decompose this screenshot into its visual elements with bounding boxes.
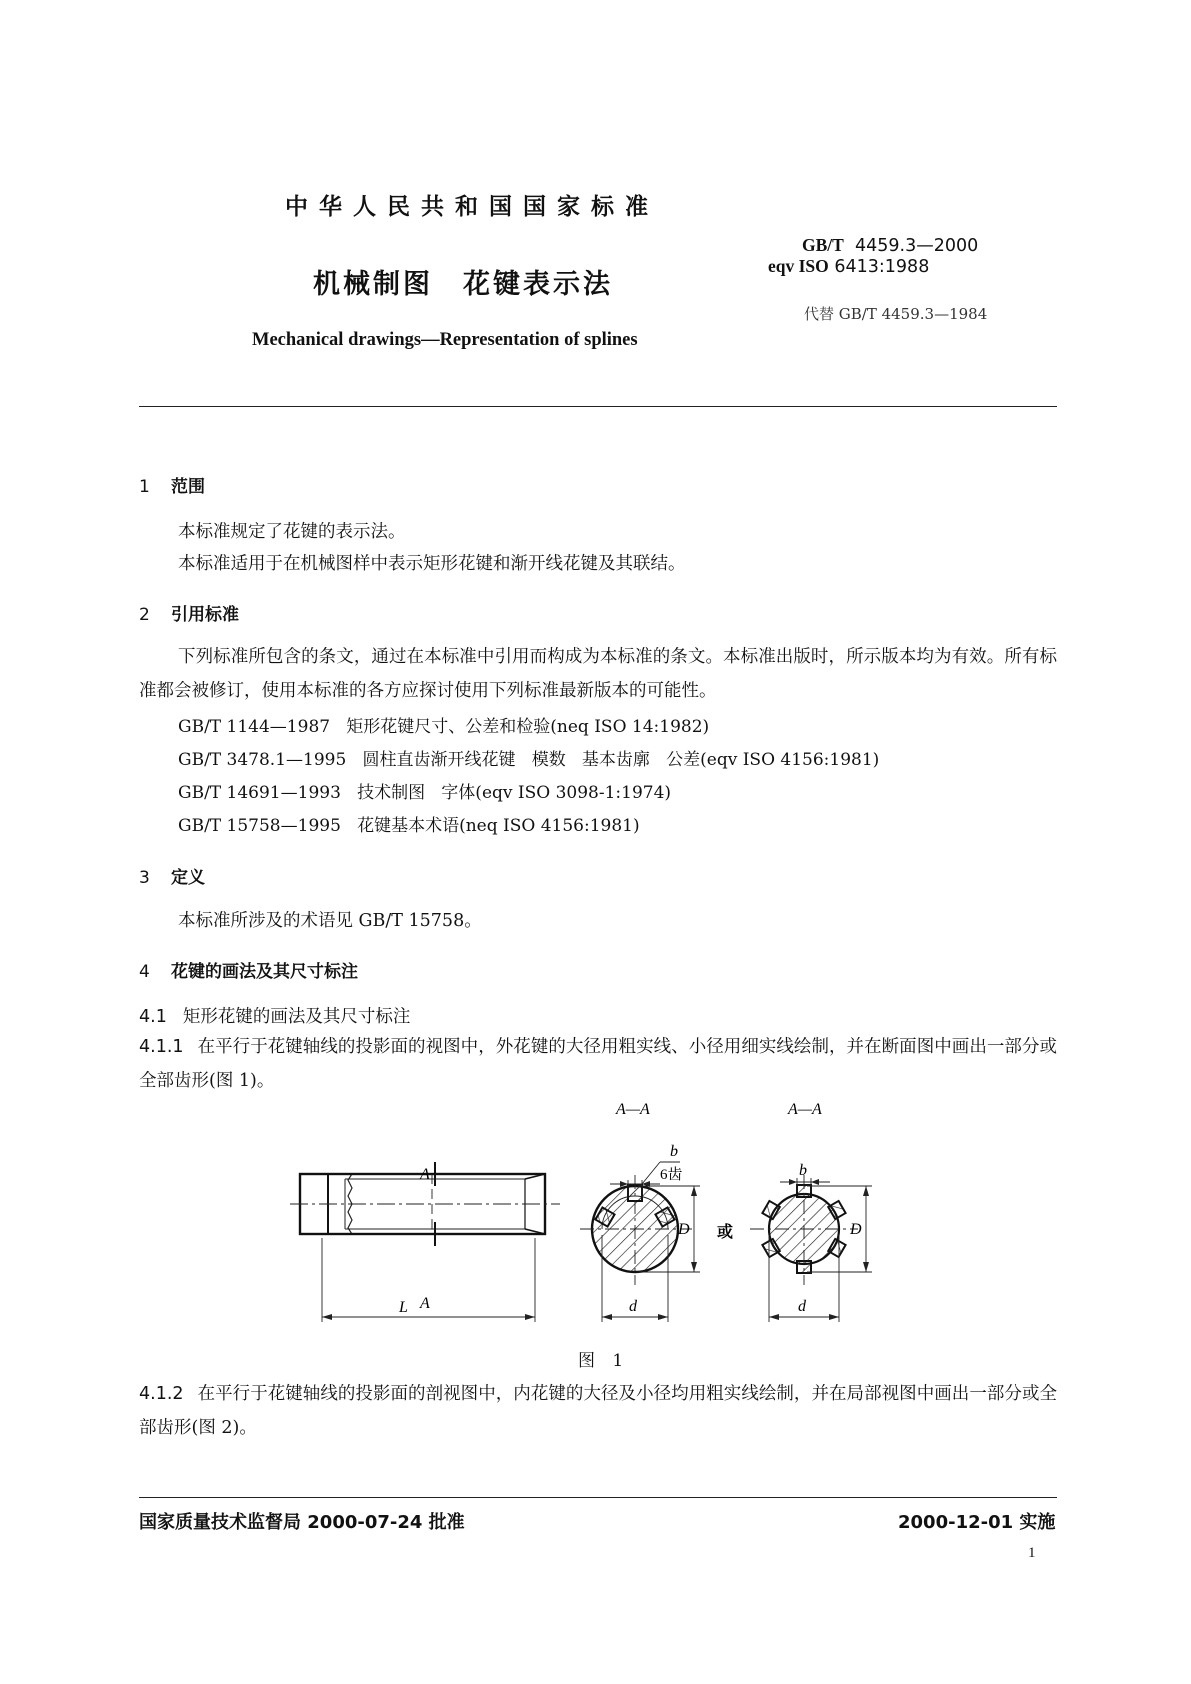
page-number: 1: [1028, 1545, 1036, 1561]
clause-4-1-2-number: 4.1.2: [139, 1384, 184, 1404]
figure-1-drawing: [280, 1100, 940, 1330]
reference-item: GB/T 15758—1995 花键基本术语(neq ISO 4156:1981): [178, 816, 640, 836]
section-2-paragraph: 下列标准所包含的条文，通过在本标准中引用而构成为本标准的条文。本标准出版时，所示版本均为有效。所有标准都会被修订，使用本标准的各方应探讨使用下列标准最新版本的可能性。: [139, 647, 1057, 701]
section-3-heading: [139, 863, 205, 888]
cut-mark-top: A: [420, 1166, 430, 1183]
clause-4-1-2-text: 在平行于花键轴线的投影面的剖视图中，内花键的大径及小径均用粗实线绘制，并在局部视图中画出一部分或全部齿形(图 2)。: [139, 1384, 1057, 1438]
section-2-title: 引用标准: [171, 605, 239, 625]
eqv-code: [768, 256, 929, 277]
section-4-heading: [139, 957, 358, 982]
clause-4-1-1: [139, 1030, 1057, 1098]
footer-rule: [139, 1497, 1057, 1498]
code-prefix: GB/T: [802, 235, 844, 255]
title-part1: 机械制图: [313, 269, 433, 300]
section-1-title: 范围: [171, 477, 205, 497]
b-label-full: b: [799, 1162, 807, 1179]
section-2-number: 2: [139, 605, 150, 625]
D-label: D: [678, 1221, 690, 1238]
length-label: L: [399, 1299, 408, 1316]
clause-4-1-1-text: 在平行于花键轴线的投影面的视图中，外花键的大径用粗实线、小径用细实线绘制，并在断面图中画出一部分或全部齿形(图 1)。: [139, 1037, 1057, 1091]
section-1-paragraph-2: 本标准适用于在机械图样中表示矩形花键和渐开线花键及其联结。: [178, 554, 686, 574]
document-title: [313, 262, 613, 301]
reference-item: GB/T 1144—1987 矩形花键尺寸、公差和检验(neq ISO 14:1982): [178, 717, 710, 737]
header-rule: [139, 406, 1057, 407]
D-label-full: D: [850, 1221, 862, 1238]
eqv-number: 6413:1988: [834, 257, 930, 277]
section-view-full-teeth: [750, 1101, 872, 1322]
reference-item: GB/T 3478.1—1995 圆柱直齿渐开线花键 模数 基本齿廓 公差(eqv ISO 4156:1981): [178, 750, 880, 770]
replaces-note: 代替 GB/T 4459.3—1984: [804, 305, 988, 323]
cut-mark-bottom: A: [420, 1295, 430, 1312]
english-title: Mechanical drawings—Representation of splines: [252, 330, 638, 350]
section-3-paragraph: 本标准所涉及的术语见 GB/T 15758。: [178, 911, 482, 931]
section-1-number: 1: [139, 477, 150, 497]
eqv-prefix: eqv ISO: [768, 256, 829, 276]
section-view-partial-teeth: [580, 1101, 700, 1322]
approval-note: 国家质量技术监督局 2000-07-24 批准: [139, 1512, 465, 1533]
clause-4-1-2: [139, 1377, 1057, 1445]
code-number: 4459.3—2000: [854, 236, 979, 256]
section-3-number: 3: [139, 868, 150, 888]
section-4-title: 花键的画法及其尺寸标注: [171, 962, 358, 982]
teeth-count-label: 6齿: [660, 1167, 683, 1183]
or-label: 或: [717, 1222, 734, 1241]
subsection-4-1: [139, 1003, 410, 1028]
section-3-title: 定义: [171, 868, 205, 888]
subsection-4-1-title: 矩形花键的画法及其尺寸标注: [182, 1007, 411, 1027]
figure-1-caption: 图 1: [578, 1351, 630, 1371]
reference-item: GB/T 14691—1993 技术制图 字体(eqv ISO 3098-1:1974): [178, 783, 672, 803]
standard-code: [802, 235, 978, 256]
effective-date: 2000-12-01 实施: [898, 1512, 1056, 1533]
subsection-4-1-number: 4.1: [139, 1007, 167, 1027]
title-part2: 花键表示法: [463, 269, 613, 300]
d-label: d: [629, 1298, 637, 1315]
section-1-heading: [139, 472, 205, 497]
country-standard-heading: 中华人民共和国国家标准: [285, 193, 659, 220]
section-4-number: 4: [139, 962, 150, 982]
section-1-paragraph-1: 本标准规定了花键的表示法。: [178, 522, 406, 542]
shaft-side-view: [290, 1162, 560, 1322]
b-label: b: [670, 1143, 678, 1160]
section-2-heading: [139, 600, 239, 625]
section-label-b: A—A: [788, 1101, 822, 1118]
section-label-a: A—A: [616, 1101, 650, 1118]
clause-4-1-1-number: 4.1.1: [139, 1037, 184, 1057]
d-label-full: d: [798, 1298, 806, 1315]
